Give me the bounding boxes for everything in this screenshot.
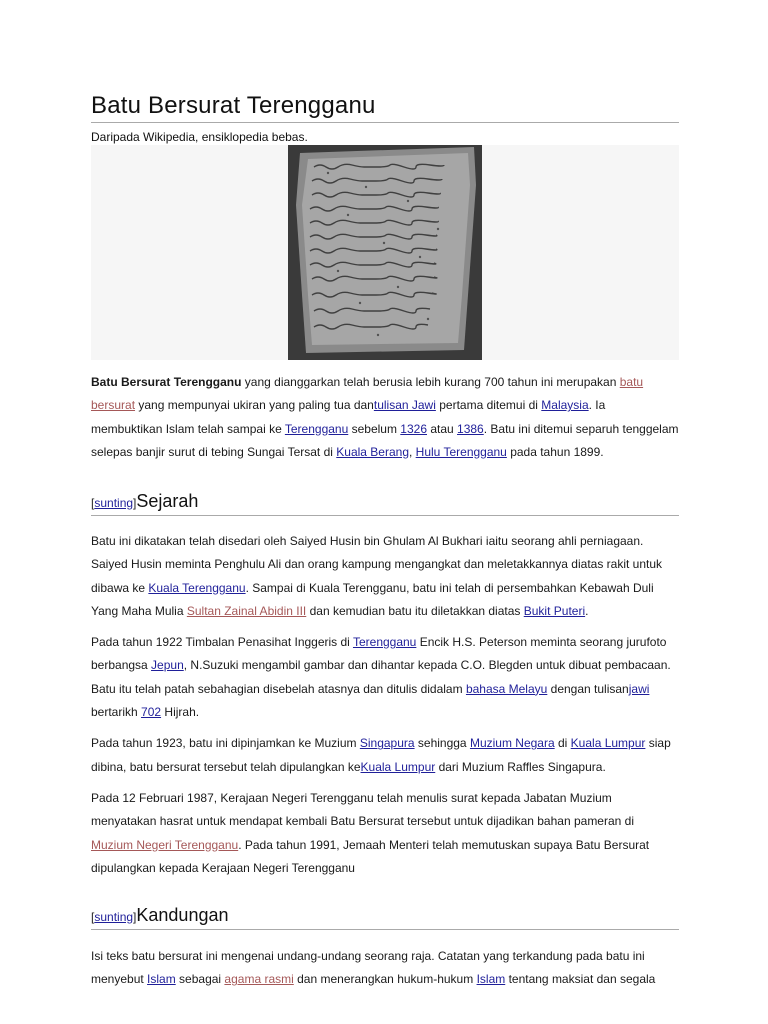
text: sebagai <box>175 972 225 987</box>
link-batu-bersurat[interactable]: batu bersurat <box>91 375 644 413</box>
text: . Sampai di Kuala Terengganu, batu ini telah di persembahkan Kebawah Duli Yang Maha Mulia <box>91 580 654 618</box>
link-kuala-lumpur-2[interactable]: Kuala Lumpur <box>360 759 436 774</box>
link-muzium-negara[interactable]: Muzium Negara <box>469 736 555 751</box>
text: dan kemudian batu itu diletakkan diatas <box>306 603 524 618</box>
edit-link-wrapper: [sunting] <box>91 910 137 924</box>
text: siap dibina, batu bersurat tersebut telah dipulangkan ke <box>91 736 671 774</box>
link-islam-2[interactable]: Islam <box>476 972 506 987</box>
link-malaysia[interactable]: Malaysia <box>541 398 589 413</box>
section-title-kandungan: Kandungan <box>136 905 229 925</box>
link-jawi[interactable]: jawi <box>628 681 650 696</box>
text: pertama ditemui di <box>435 398 542 413</box>
sejarah-paragraph-3 <box>91 732 679 779</box>
link-kuala-berang[interactable]: Kuala Berang <box>336 444 409 459</box>
text: sehingga <box>414 736 470 751</box>
inscribed-stone-photo[interactable] <box>288 145 482 360</box>
text: tentang maksiat dan segala <box>505 972 656 987</box>
text: , N.Suzuki mengambil gambar dan dihantar kepada C.O. Blegden untuk dibuat pembacaan. Batu itu telah patah sebahagian disebelah atasnya dan ditulis didalam <box>91 658 671 696</box>
edit-link-wrapper: [sunting] <box>91 496 137 510</box>
text: Batu ini dikatakan telah disedari oleh Saiyed Husin bin Ghulam Al Bukhari iaitu seorang ahli perniagaan. Saiyed Husin meminta Penghulu Ali dan orang kampung mengangkat dan meletakkannya diatas rakit untuk dibawa ke <box>91 534 663 595</box>
section-sejarah <box>91 530 679 888</box>
text: Pada tahun 1923, batu ini dipinjamkan ke Muzium <box>91 736 360 751</box>
sejarah-paragraph-4 <box>91 787 679 880</box>
text: Encik H.S. Peterson meminta seorang jurufoto berbangsa <box>91 635 667 673</box>
text: atau <box>427 421 458 436</box>
link-tulisan-jawi[interactable]: tulisan Jawi <box>373 398 436 413</box>
text: Pada 12 Februari 1987, Kerajaan Negeri Terengganu telah menulis surat kepada Jabatan Muzium menyatakan hasrat untuk mendapat kembali Batu Bersurat tersebut untuk dijadikan bahan pameran di <box>91 790 634 829</box>
kandungan-paragraph <box>91 945 679 992</box>
text: . Pada tahun 1991, Jemaah Menteri telah memutuskan supaya Batu Bersurat dipulangkan kepada Kerajaan Negeri Terengganu <box>91 837 650 875</box>
link-muzium-negeri-terengganu[interactable]: Muzium Negeri Terengganu <box>91 837 239 852</box>
intro-paragraph <box>91 371 679 464</box>
text: dari Muzium Raffles Singapura. <box>435 759 606 774</box>
text: pada tahun 1899. <box>506 444 604 459</box>
intro-bold: Batu Bersurat Terengganu <box>91 375 242 389</box>
text: . Batu ini ditemui separuh tenggelam selepas banjir surut di tebing Sungai Tersat di <box>91 421 679 459</box>
sejarah-paragraph-2 <box>91 631 679 724</box>
link-agama-rasmi[interactable]: agama rasmi <box>224 972 294 987</box>
link-singapura[interactable]: Singapura <box>359 736 415 751</box>
link-terengganu[interactable]: Terengganu <box>284 421 349 436</box>
section-title-sejarah: Sejarah <box>136 491 199 511</box>
sejarah-paragraph-1 <box>91 530 679 623</box>
text: sebelum <box>348 421 401 436</box>
text: Isi teks batu bersurat ini mengenai undang-undang seorang raja. Catatan yang terkandung pada batu ini menyebut <box>91 949 645 987</box>
text: Pada tahun 1922 Timbalan Penasihat Inggeris di <box>91 635 353 650</box>
text: yang mempunyai ukiran yang paling tua dan <box>135 398 374 413</box>
text: di <box>554 736 571 751</box>
link-bahasa-melayu[interactable]: bahasa Melayu <box>465 681 548 696</box>
link-hulu-terengganu[interactable]: Hulu Terengganu <box>415 444 507 459</box>
edit-link-kandungan[interactable]: sunting <box>94 910 134 924</box>
link-terengganu-2[interactable]: Terengganu <box>352 635 417 650</box>
page-subtitle: Daripada Wikipedia, ensiklopedia bebas. <box>91 130 308 144</box>
link-1386[interactable]: 1386 <box>457 421 484 436</box>
link-kuala-terengganu[interactable]: Kuala Terengganu <box>148 580 246 595</box>
link-sultan-zainal-abidin[interactable]: Sultan Zainal Abidin III <box>186 603 307 618</box>
section-kandungan <box>91 945 679 992</box>
section-heading-kandungan <box>91 905 679 930</box>
link-1326[interactable]: 1326 <box>400 421 427 436</box>
page-title: Batu Bersurat Terengganu <box>91 92 679 123</box>
text: yang dianggarkan telah berusia lebih kurang 700 tahun ini merupakan <box>241 375 620 389</box>
text: . Ia membuktikan Islam telah sampai ke <box>91 398 606 436</box>
link-islam[interactable]: Islam <box>147 972 176 987</box>
text: . <box>585 603 589 618</box>
figure <box>91 145 679 360</box>
link-jepun[interactable]: Jepun <box>151 658 184 673</box>
link-kuala-lumpur[interactable]: Kuala Lumpur <box>570 736 646 751</box>
text: dengan tulisan <box>547 681 629 696</box>
text: dan menerangkan hukum-hukum <box>293 972 477 987</box>
link-702[interactable]: 702 <box>141 705 162 720</box>
text: bertarikh <box>91 705 142 720</box>
stone-image <box>288 145 482 360</box>
edit-link-sejarah[interactable]: sunting <box>94 496 134 510</box>
text: , <box>409 444 416 459</box>
link-bukit-puteri[interactable]: Bukit Puteri <box>523 603 586 618</box>
text: Hijrah. <box>161 705 200 720</box>
section-heading-sejarah <box>91 491 679 516</box>
